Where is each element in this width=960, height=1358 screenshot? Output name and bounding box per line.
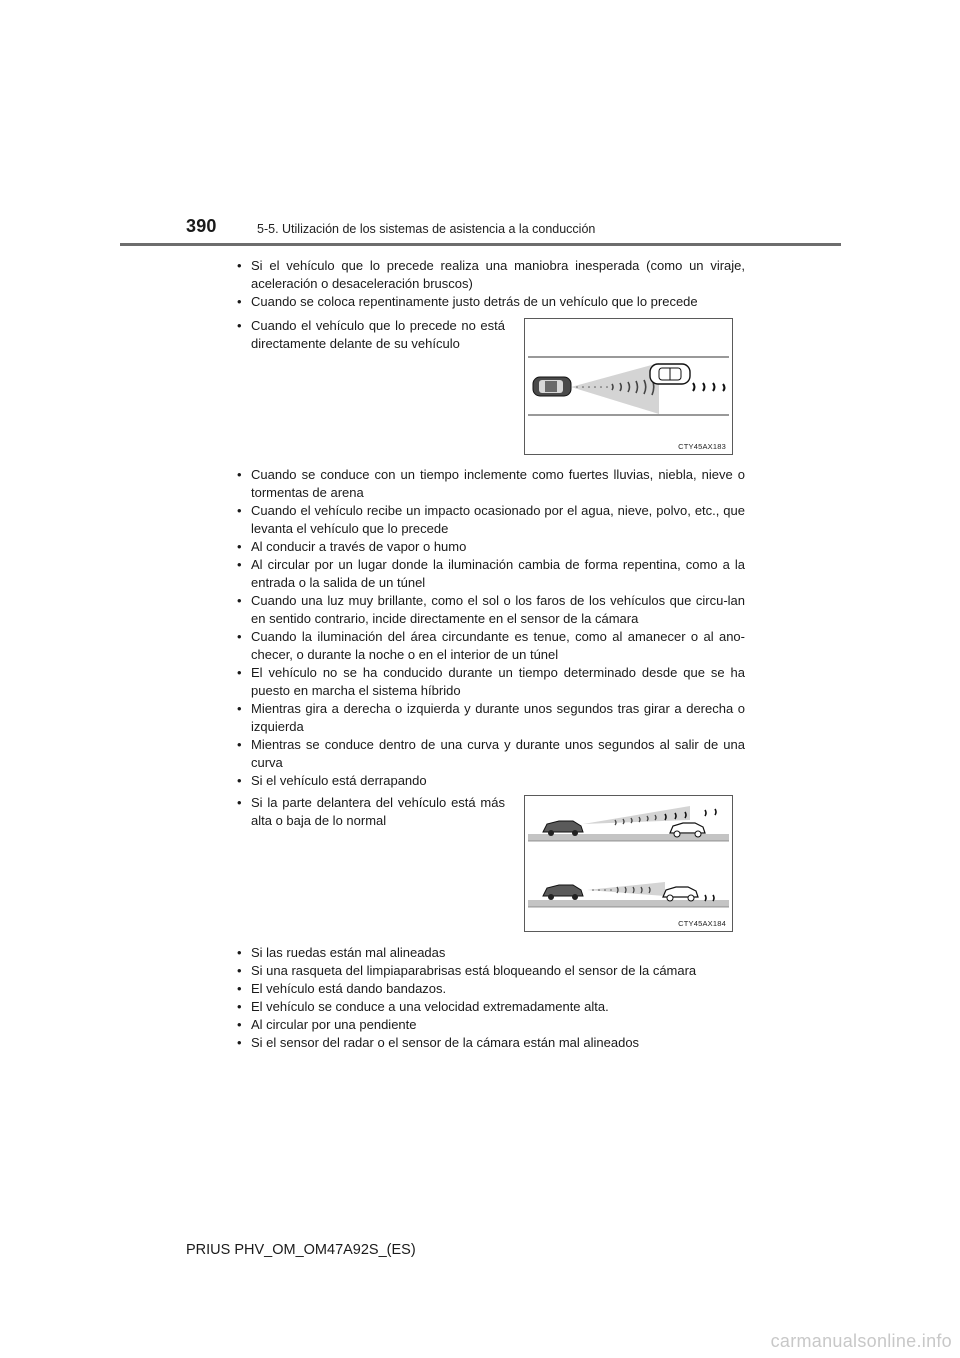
preceding-vehicle-icon <box>650 364 690 384</box>
bullet-item: • Cuando se coloca repentinamente justo detrás de un vehículo que lo precede <box>237 293 745 311</box>
bullet-list-top <box>237 257 745 311</box>
figure-caption: CTY45AX183 <box>678 442 726 451</box>
preceding-vehicle-icon <box>663 887 698 901</box>
bullet-item: • Si las ruedas están mal alineadas <box>237 944 745 962</box>
bullet-item: • El vehículo está dando bandazos. <box>237 980 745 998</box>
figure-vehicle-pitch <box>524 795 733 932</box>
bullet-list-bottom <box>237 944 745 1052</box>
own-vehicle-icon <box>543 885 583 900</box>
figure-offset-vehicle <box>524 318 733 455</box>
vehicle-pitch-illustration <box>525 796 732 931</box>
bullet-item: • El vehículo se conduce a una velocidad extremadamente alta. <box>237 998 745 1016</box>
bullet-item: • Al circular por un lugar donde la iluminación cambia de forma repentina, como a la entrada o la salida de un túnel <box>237 556 745 592</box>
bullet-list-middle <box>237 466 745 790</box>
page-number: 390 <box>186 216 217 236</box>
bullet-item: • Cuando el vehículo que lo precede no está directamente delante de su vehículo <box>237 317 505 353</box>
bullet-item: • Al conducir a través de vapor o humo <box>237 538 745 556</box>
watermark: carmanualsonline.info <box>770 1331 952 1351</box>
section-title: 5-5. Utilización de los sistemas de asistencia a la conducción <box>257 222 596 236</box>
manual-code-footer: PRIUS PHV_OM_OM47A92S_(ES) <box>186 1242 416 1258</box>
own-vehicle-icon <box>533 377 571 396</box>
bullet-item: • Cuando una luz muy brillante, como el sol o los faros de los vehículos que circu-lan en sentido contrario, incide directamente en el sensor de la cámara <box>237 592 745 628</box>
bullet-list-figure2 <box>237 794 505 830</box>
bullet-item: • El vehículo no se ha conducido durante un tiempo determinado desde que se ha puesto en marcha el sistema híbrido <box>237 664 745 700</box>
bullet-item: • Si la parte delantera del vehículo está más alta o baja de lo normal <box>237 794 505 830</box>
bullet-list-figure1 <box>237 317 505 353</box>
bullet-item: • Si una rasqueta del limpiaparabrisas está bloqueando el sensor de la cámara <box>237 962 745 980</box>
bullet-item: • Si el vehículo que lo precede realiza una maniobra inesperada (como un viraje, aceleración o desaceleración bruscos) <box>237 257 745 293</box>
bullet-item: • Mientras se conduce dentro de una curva y durante unos segundos al salir de una curva <box>237 736 745 772</box>
bullet-item: • Si el sensor del radar o el sensor de la cámara están mal alineados <box>237 1034 745 1052</box>
bullet-item: • Al circular por una pendiente <box>237 1016 745 1034</box>
bullet-item: • Cuando la iluminación del área circundante es tenue, como al amanecer o al ano-checer, o durante la noche o en el interior de un túnel <box>237 628 745 664</box>
figure-caption: CTY45AX184 <box>678 919 726 928</box>
header-divider <box>120 243 841 246</box>
bullet-item: • Si el vehículo está derrapando <box>237 772 745 790</box>
offset-vehicle-illustration <box>525 319 732 454</box>
bullet-item: • Cuando el vehículo recibe un impacto ocasionado por el agua, nieve, polvo, etc., que levanta el vehículo que lo precede <box>237 502 745 538</box>
bullet-item: • Cuando se conduce con un tiempo inclemente como fuertes lluvias, niebla, nieve o tormentas de arena <box>237 466 745 502</box>
own-vehicle-icon <box>543 821 583 836</box>
bullet-item: • Mientras gira a derecha o izquierda y durante unos segundos tras girar a derecha o izquierda <box>237 700 745 736</box>
